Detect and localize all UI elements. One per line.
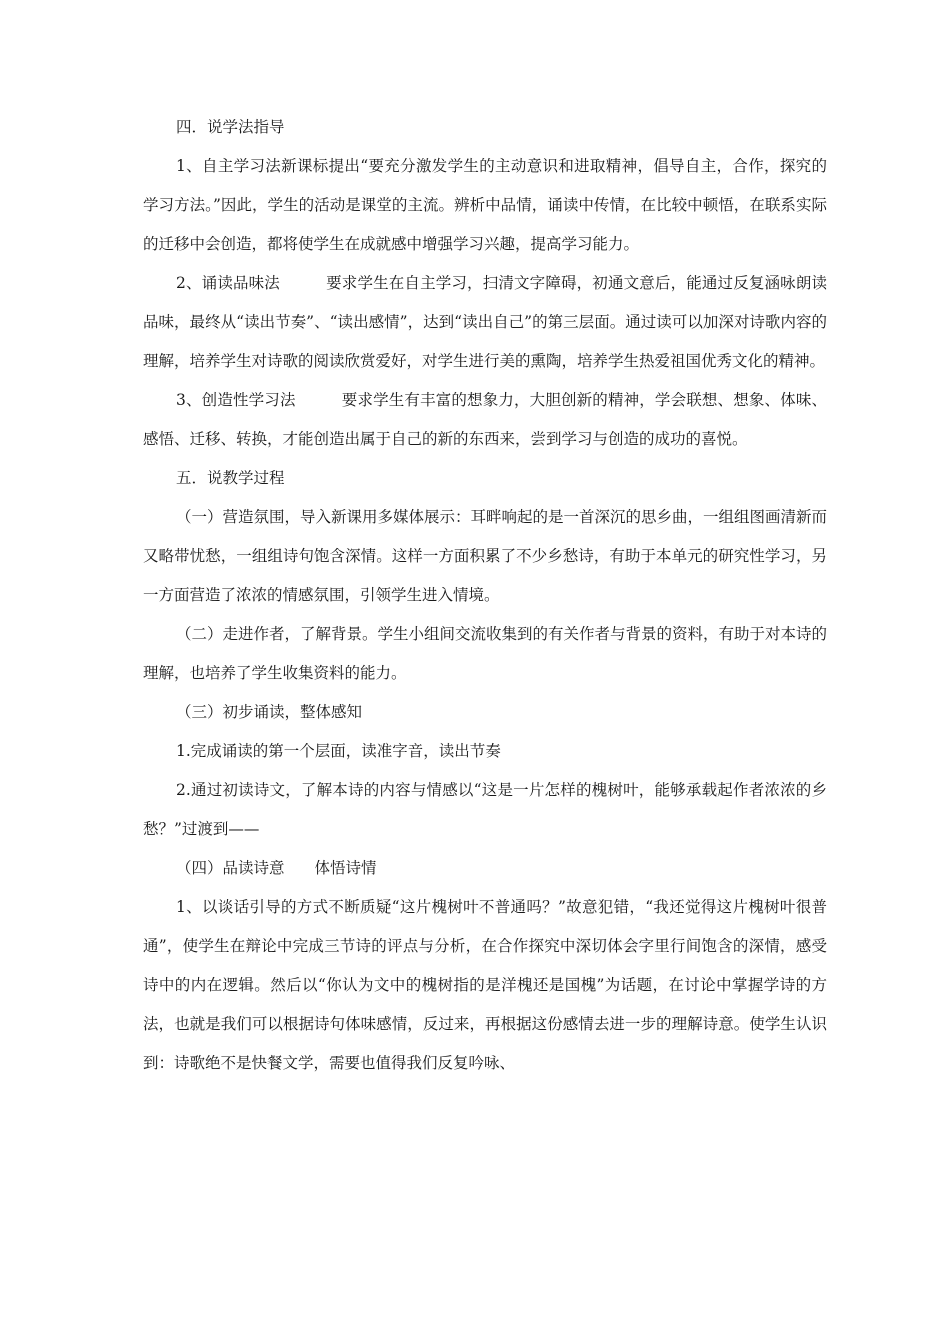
part-4-item-1: 1、以谈话引导的方式不断质疑“这片槐树叶不普通吗？”故意犯错，“我还觉得这片槐树叶很普通”，使学生在辩论中完成三节诗的评点与分析，在合作探究中深切体会字里行间饱含的深情，感受诗中的内在逻辑。然后以“你认为文中的槐树指的是洋槐还是国槐”为话题，在讨论中掌握学诗的方法，也就是我们可以根据诗句体味感情，反过来，再根据这份感情去进一步的理解诗意。使学生认识到：诗歌绝不是快餐文学，需要也值得我们反复吟咏、 (143, 898, 827, 1072)
section-heading-4: 四．说学法指导 (176, 118, 285, 136)
item-title-creative-method: 3、创造性学习法 (176, 391, 296, 409)
part-4-heading-b: 体悟诗情 (314, 859, 377, 877)
paragraph-creative-method (143, 381, 827, 459)
paragraph-part-1: （一）营造氛围，导入新课用多媒体展示：耳畔响起的是一首深沉的思乡曲，一组组图画清新而又略带忧愁，一组组诗句饱含深情。这样一方面积累了不少乡愁诗，有助于本单元的研究性学习，另一方面营造了浓浓的情感氛围，引领学生进入情境。 (143, 508, 828, 604)
document-body (143, 108, 827, 1083)
item-body-reading-method: 要求学生在自主学习，扫清文字障碍，初通文意后，能通过反复涵咏朗读品味，最终从“读出节奏”、“读出感情”，达到“读出自己”的第三层面。通过读可以加深对诗歌内容的理解，培养学生对诗歌的阅读欣赏爱好，对学生进行美的熏陶，培养学生热爱祖国优秀文化的精神。 (143, 274, 827, 370)
item-title-reading-method: 2、诵读品味法 (176, 274, 280, 292)
paragraph-reading-method (143, 264, 827, 381)
part-3-item-2: 2.通过初读诗文，了解本诗的内容与情感以“这是一片怎样的槐树叶，能够承载起作者浓浓的乡愁？”过渡到—— (143, 781, 827, 838)
paragraph-part-2: （二）走进作者，了解背景。学生小组间交流收集到的有关作者与背景的资料，有助于对本诗的理解，也培养了学生收集资料的能力。 (143, 625, 828, 682)
paragraph-self-study-method: 1、自主学习法新课标提出“要充分激发学生的主动意识和进取精神，倡导自主，合作，探究的学习方法。”因此，学生的活动是课堂的主流。辨析中品情，诵读中传情，在比较中顿悟，在联系实际的迁移中会创造，都将使学生在成就感中增强学习兴趣，提高学习能力。 (143, 157, 827, 253)
part-3-item-1: 1.完成诵读的第一个层面，读准字音，读出节奏 (176, 742, 501, 760)
part-4-heading-a: （四）品读诗意 (176, 859, 285, 877)
part-4-heading (143, 849, 827, 888)
part-3-heading: （三）初步诵读，整体感知 (176, 703, 363, 721)
item-body-creative-method: 要求学生有丰富的想象力，大胆创新的精神，学会联想、想象、体味、感悟、迁移、转换，才能创造出属于自己的新的东西来，尝到学习与创造的成功的喜悦。 (143, 391, 827, 448)
section-heading-5: 五．说教学过程 (176, 469, 285, 487)
